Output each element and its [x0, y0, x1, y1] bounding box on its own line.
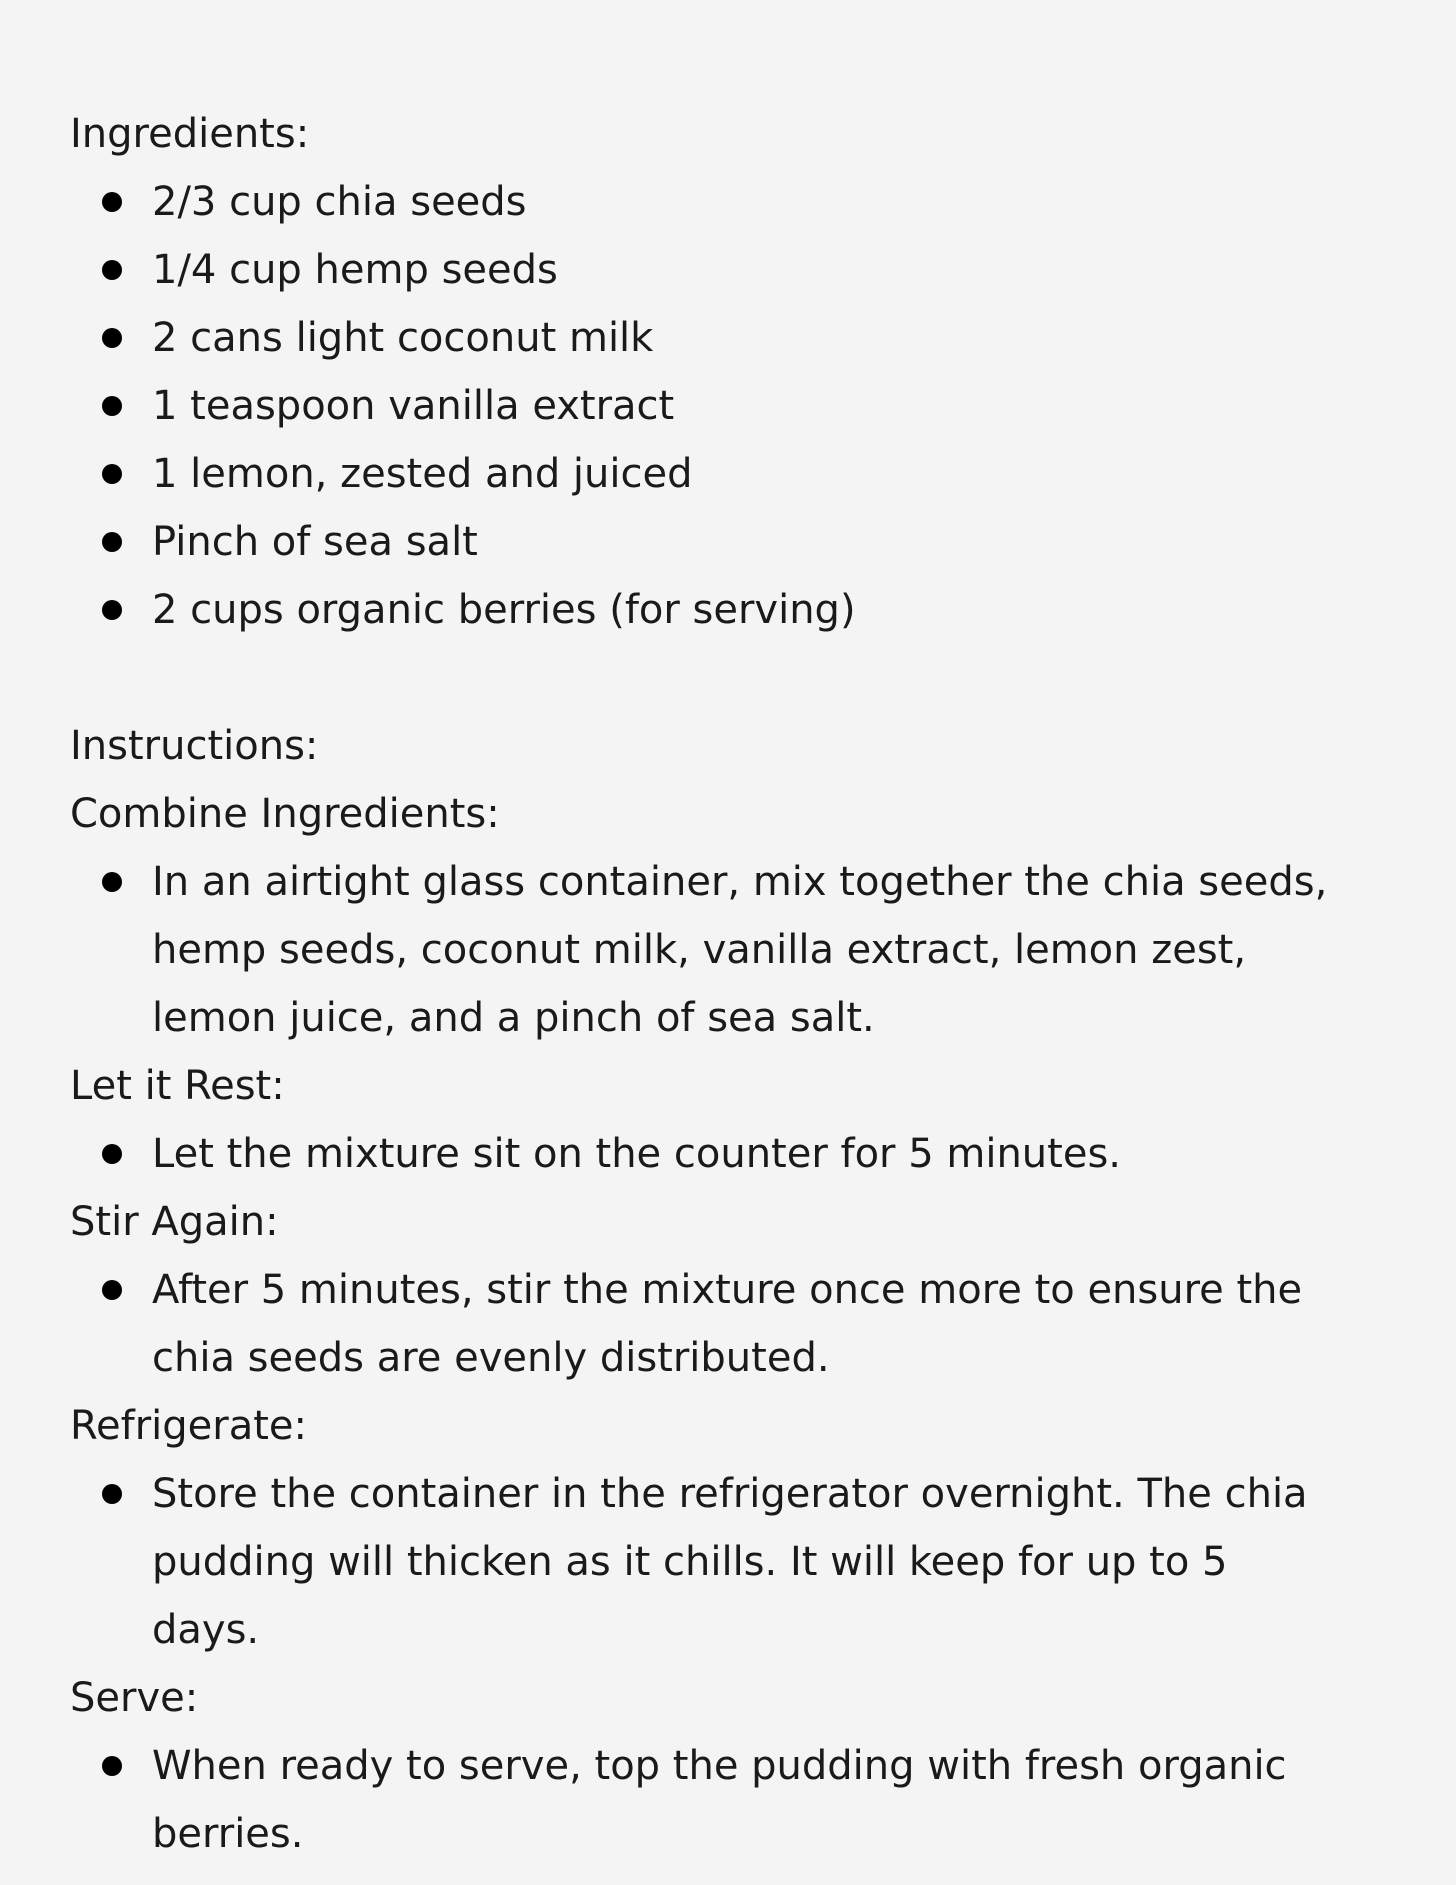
section-spacer — [70, 644, 1386, 712]
list-item — [70, 1732, 1386, 1868]
ingredient-text: 1 lemon, zested and juiced — [152, 451, 693, 497]
bullet-icon — [102, 328, 122, 348]
ingredients-heading: Ingredients: — [70, 111, 310, 157]
ingredient-text: 2/3 cup chia seeds — [152, 179, 527, 225]
bullet-icon — [102, 396, 122, 416]
bullet-icon — [102, 1484, 122, 1504]
bullet-icon — [102, 1144, 122, 1164]
step-title: Refrigerate: — [70, 1403, 307, 1449]
ingredients-list — [70, 168, 1386, 644]
step-text-line: days. — [152, 1607, 260, 1653]
bullet-icon — [102, 532, 122, 552]
list-item — [70, 440, 1386, 508]
list-item — [70, 508, 1386, 576]
step-text-line: berries. — [152, 1811, 304, 1857]
step-list — [70, 1256, 1386, 1392]
list-item — [70, 1256, 1386, 1392]
step-text-line: Let the mixture sit on the counter for 5 minutes. — [152, 1131, 1122, 1177]
list-item — [70, 1120, 1386, 1188]
step-text-line: pudding will thicken as it chills. It will keep for up to 5 — [152, 1539, 1228, 1585]
step-text-line: Store the container in the refrigerator overnight. The chia — [152, 1471, 1308, 1517]
bullet-icon — [102, 1280, 122, 1300]
bullet-icon — [102, 872, 122, 892]
bullet-icon — [102, 464, 122, 484]
list-item — [70, 304, 1386, 372]
step-text-line: lemon juice, and a pinch of sea salt. — [152, 995, 875, 1041]
bullet-icon — [102, 192, 122, 212]
step-list — [70, 1460, 1386, 1664]
step-text-line: When ready to serve, top the pudding with fresh organic — [152, 1743, 1287, 1789]
ingredient-text: 2 cans light coconut milk — [152, 315, 654, 361]
ingredient-text: 1/4 cup hemp seeds — [152, 247, 558, 293]
list-item — [70, 168, 1386, 236]
step-title: Combine Ingredients: — [70, 791, 500, 837]
instructions-heading: Instructions: — [70, 723, 319, 769]
step-list — [70, 848, 1386, 1052]
step-text-line: In an airtight glass container, mix together the chia seeds, — [152, 859, 1328, 905]
ingredient-text: 2 cups organic berries (for serving) — [152, 587, 856, 633]
list-item — [70, 576, 1386, 644]
list-item — [70, 372, 1386, 440]
ingredient-text: Pinch of sea salt — [152, 519, 478, 565]
list-item — [70, 848, 1386, 1052]
step-list — [70, 1732, 1386, 1868]
list-item — [70, 236, 1386, 304]
bullet-icon — [102, 600, 122, 620]
step-text-line: hemp seeds, coconut milk, vanilla extract, lemon zest, — [152, 927, 1247, 973]
bullet-icon — [102, 1756, 122, 1776]
step-title: Let it Rest: — [70, 1063, 285, 1109]
step-title: Serve: — [70, 1675, 199, 1721]
bullet-icon — [102, 260, 122, 280]
step-title: Stir Again: — [70, 1199, 279, 1245]
step-text-line: chia seeds are evenly distributed. — [152, 1335, 830, 1381]
list-item — [70, 1460, 1386, 1664]
step-list — [70, 1120, 1386, 1188]
ingredient-text: 1 teaspoon vanilla extract — [152, 383, 675, 429]
step-text-line: After 5 minutes, stir the mixture once more to ensure the — [152, 1267, 1303, 1313]
